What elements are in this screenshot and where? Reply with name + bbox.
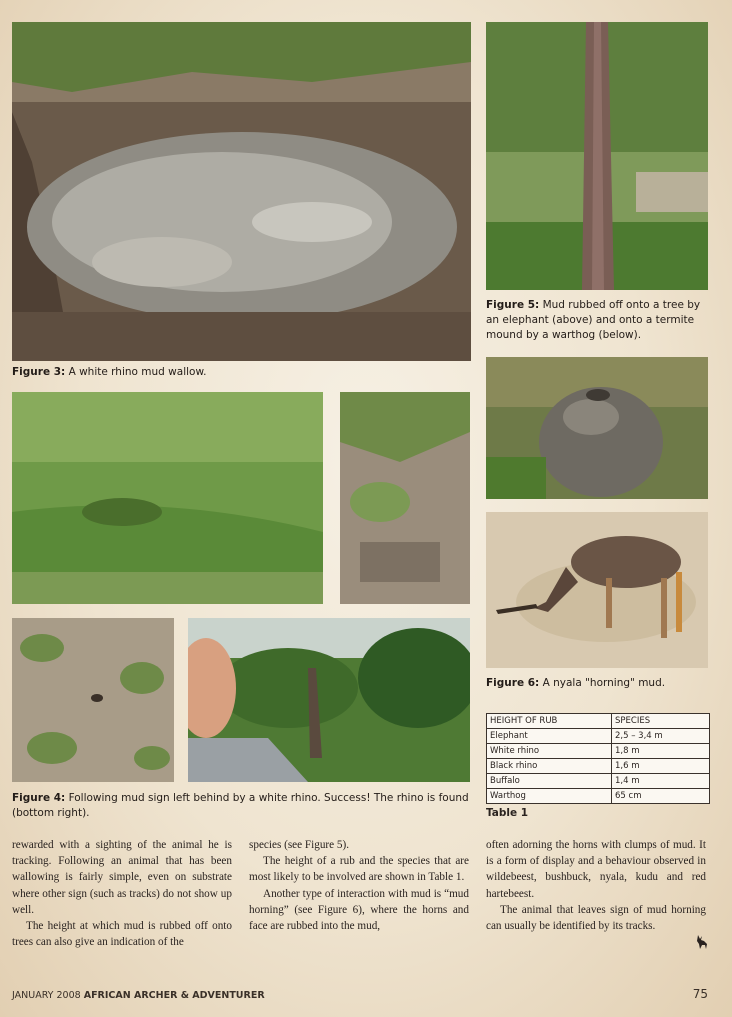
antelope-end-mark-icon — [696, 935, 708, 949]
table-cell: 65 cm — [612, 789, 710, 804]
table-cell: 1,8 m — [612, 744, 710, 759]
table-cell: 1,6 m — [612, 759, 710, 774]
figure5-termite-mound-photo — [486, 357, 708, 499]
body-paragraph: The animal that leaves sign of mud horning can usually be identified by its tracks. — [486, 903, 706, 933]
figure4-caption — [12, 791, 472, 821]
body-column-2 — [249, 837, 469, 934]
table-label: Table 1 — [486, 807, 529, 819]
figure6-caption — [486, 676, 710, 691]
table-row — [487, 744, 710, 759]
figure5-label: Figure 5: — [486, 299, 540, 311]
body-paragraph: often adorning the horns with clumps of mud. It is a form of display and a behaviour observed in wildebeest, bushbuck, nyala, kudu and red hartebeest. — [486, 839, 706, 900]
table-cell: 1,4 m — [612, 774, 710, 789]
body-paragraph: rewarded with a sighting of the animal he is tracking. Following an animal that has been wallowing is fairly simple, even on substrate where other sign (such as tracks) do not show up well. — [12, 839, 232, 916]
figure3-wallow-photo — [12, 22, 471, 361]
table-cell: Black rhino — [487, 759, 612, 774]
body-paragraph: The height of a rub and the species that are most likely to be involved are shown in Table 1. — [249, 855, 469, 884]
table-header-row — [487, 714, 710, 729]
figure5-caption — [486, 298, 710, 343]
table-cell: Elephant — [487, 729, 612, 744]
table-header-cell: SPECIES — [612, 714, 710, 729]
table-cell: Buffalo — [487, 774, 612, 789]
figure3-label: Figure 3: — [12, 366, 66, 378]
figure6-nyala-photo — [486, 512, 708, 668]
table-cell: White rhino — [487, 744, 612, 759]
table-cell: Warthog — [487, 789, 612, 804]
figure4-text: Following mud sign left behind by a white rhino. Success! The rhino is found (bottom right). — [12, 792, 469, 819]
figure4-sand-photo — [340, 392, 470, 604]
figure4-grass-photo — [12, 392, 323, 604]
footer-publication: AFRICAN ARCHER & ADVENTURER — [83, 990, 265, 1001]
footer-date: JANUARY 2008 — [12, 990, 81, 1001]
figure6-label: Figure 6: — [486, 677, 540, 689]
table-row — [487, 789, 710, 804]
body-paragraph: species (see Figure 5). — [249, 839, 350, 851]
table-row — [487, 774, 710, 789]
rub-height-table — [486, 713, 710, 804]
footer-issue — [12, 990, 265, 1001]
body-paragraph: Another type of interaction with mud is “mud horning” (see Figure 6), where the horns and face are rubbed into the mud, — [249, 887, 469, 933]
table-row — [487, 729, 710, 744]
table-header-cell: HEIGHT OF RUB — [487, 714, 612, 729]
figure3-text: A white rhino mud wallow. — [68, 366, 207, 378]
figure5-tree-photo — [486, 22, 708, 290]
figure3-caption — [12, 365, 472, 380]
figure6-text: A nyala "horning" mud. — [542, 677, 666, 689]
body-paragraph: The height at which mud is rubbed off onto trees can also give an indication of the — [12, 920, 232, 949]
figure5-text: Mud rubbed off onto a tree by an elephant (above) and onto a termite mound by a warthog (below). — [486, 299, 701, 341]
figure4-label: Figure 4: — [12, 792, 66, 804]
table-row — [487, 759, 710, 774]
page-number: 75 — [692, 987, 708, 1001]
table-cell: 2,5 – 3,4 m — [612, 729, 710, 744]
figure4-dung-photo — [12, 618, 174, 782]
body-column-1 — [12, 837, 232, 950]
figure4-rhino-found-photo — [188, 618, 470, 782]
body-column-3 — [486, 837, 706, 934]
